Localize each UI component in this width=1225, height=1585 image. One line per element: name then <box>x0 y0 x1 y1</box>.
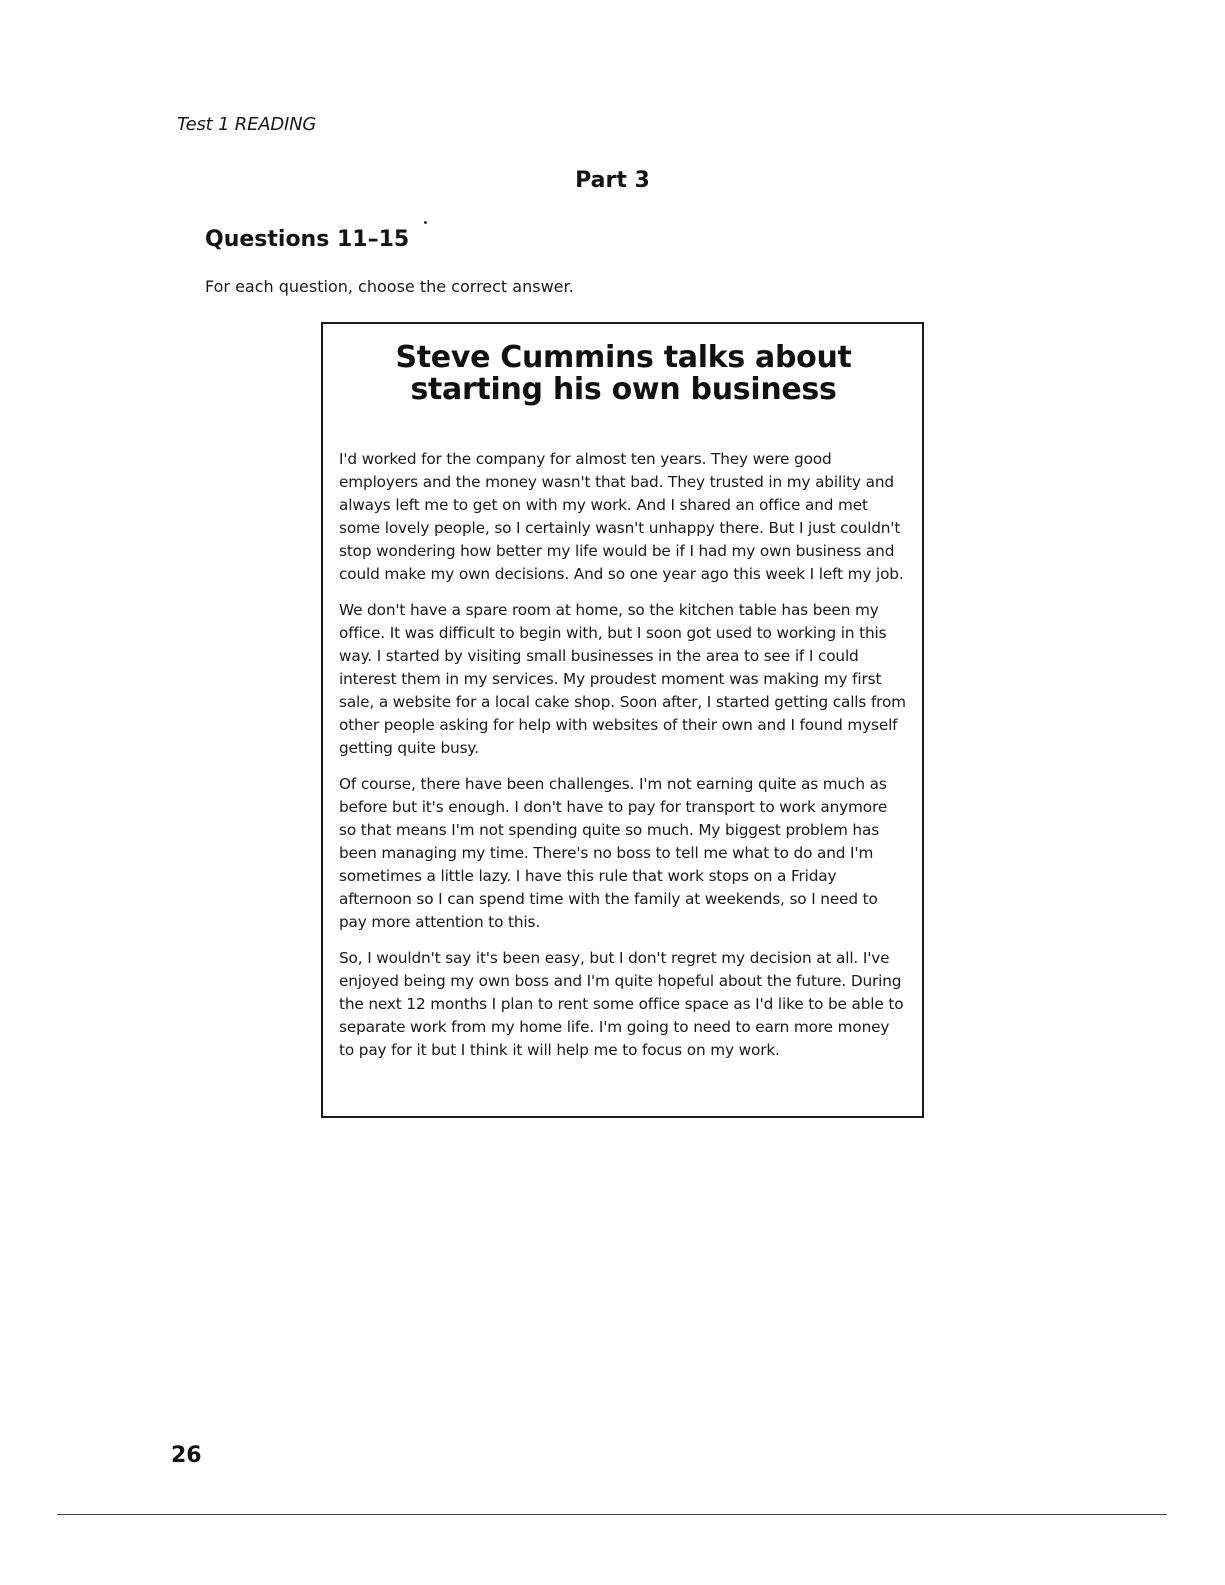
article-paragraph: So, I wouldn't say it's been easy, but I don't regret my decision at all. I've enjoyed being my own boss and I'm quite hopeful about the future. During the next 12 months I plan to rent some office space as I'd like to be able to separate work from my home life. I'm going to need to earn more money to pay for it but I think it will help me to focus on my work. <box>339 949 904 1059</box>
page-number: 26 <box>171 1443 202 1468</box>
article-paragraph: We don't have a spare room at home, so the kitchen table has been my office. It was difficult to begin with, but I soon got used to working in this way. I started by visiting small businesses in the area to see if I could interest them in my services. My proudest moment was making my first sale, a website for a local cake shop. Soon after, I started getting calls from other people asking for help with websites of their own and I found myself getting quite busy. <box>339 601 906 757</box>
article-paragraph: Of course, there have been challenges. I'm not earning quite as much as before but it's enough. I don't have to pay for transport to work anymore so that means I'm not spending quite so much. My biggest problem has been managing my time. There's no boss to tell me what to do and I'm sometimes a little lazy. I have this rule that work stops on a Friday afternoon so I can spend time with the family at weekends, so I need to pay more attention to this. <box>339 775 888 931</box>
stray-mark <box>424 221 427 224</box>
article-body <box>339 448 908 1062</box>
article-title: Steve Cummins talks about starting his own business <box>395 340 852 407</box>
article-box <box>321 322 924 1118</box>
running-head: Test 1 READING <box>177 114 317 135</box>
questions-heading: Questions 11–15 <box>205 227 410 252</box>
instruction-text: For each question, choose the correct answer. <box>205 277 574 296</box>
article-paragraph: I'd worked for the company for almost ten years. They were good employers and the money wasn't that bad. They trusted in my ability and always left me to get on with my work. And I shared an office and met some lovely people, so I certainly wasn't unhappy there. But I just couldn't stop wondering how better my life would be if I had my own business and could make my own decisions. And so one year ago this week I left my job. <box>339 450 904 583</box>
footer-divider <box>57 1514 1167 1515</box>
part-title: Part 3 <box>575 168 650 193</box>
